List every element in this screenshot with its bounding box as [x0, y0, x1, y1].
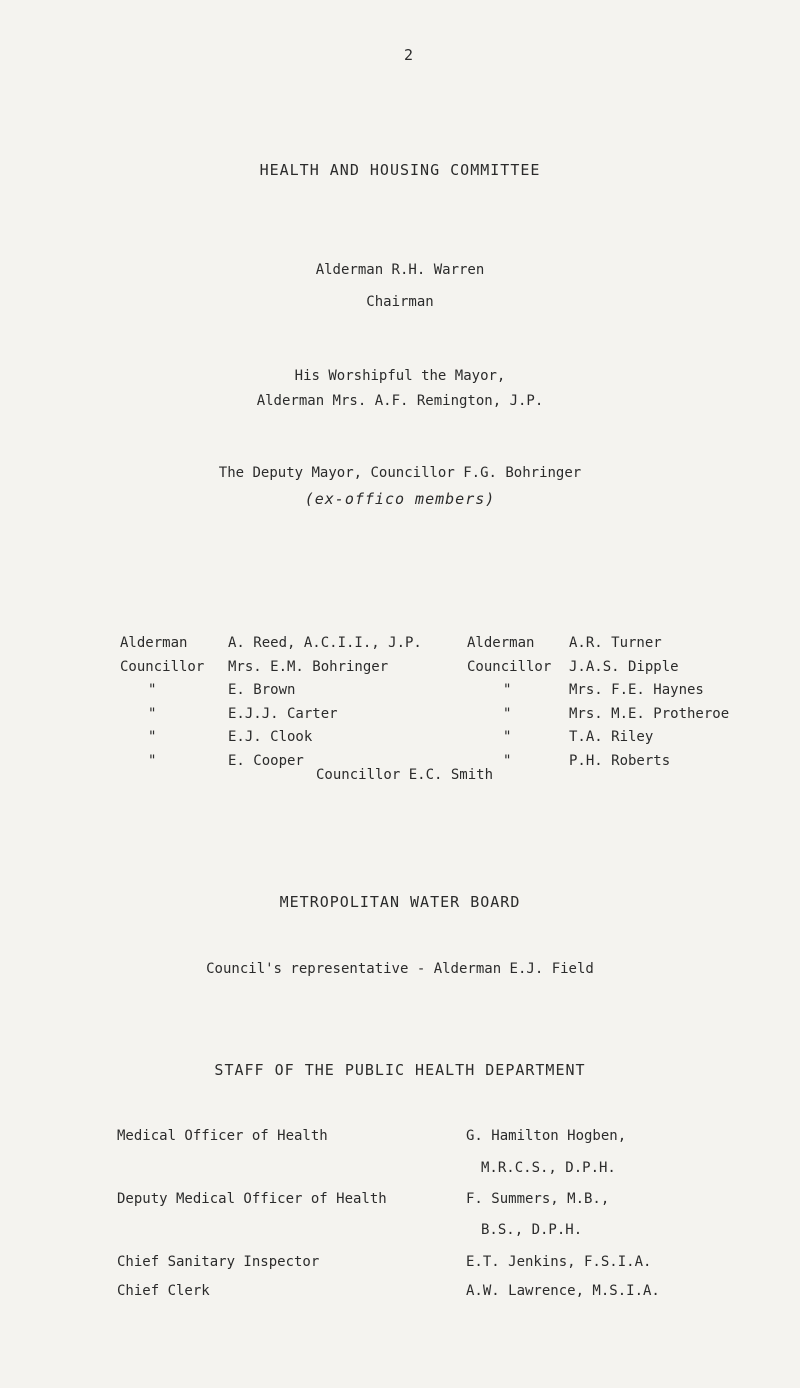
staff-role: Chief Sanitary Inspector	[117, 1254, 320, 1270]
member-title: Councillor	[120, 658, 205, 675]
chairman-role: Chairman	[366, 294, 434, 310]
member-name: Mrs. E.M. Bohringer	[228, 658, 389, 675]
member-name: E.J.J. Carter	[228, 705, 338, 722]
staff-name: G. Hamilton Hogben,	[466, 1128, 627, 1144]
member-name: J.A.S. Dipple	[569, 658, 679, 675]
staff-name: E.T. Jenkins, F.S.I.A.	[466, 1254, 652, 1270]
member-name: P.H. Roberts	[569, 752, 671, 769]
member-title: "	[503, 752, 512, 769]
member-title: Councillor	[467, 658, 552, 675]
member-title: "	[148, 729, 157, 745]
member-name: Mrs. F.E. Haynes	[569, 682, 704, 698]
member-title: "	[148, 705, 157, 722]
right-titles-column	[467, 632, 551, 773]
final-member: Councillor E.C. Smith	[316, 767, 494, 783]
chairman-name: Alderman R.H. Warren	[315, 262, 485, 278]
mayor-line-1: His Worshipful the Mayor,	[294, 368, 506, 384]
staff-role: Deputy Medical Officer of Health	[117, 1191, 387, 1207]
mayor-line-2: Alderman Mrs. A.F. Remington, J.P.	[256, 393, 544, 409]
member-name: A. Reed, A.C.I.I., J.P.	[228, 635, 422, 651]
member-name: A.R. Turner	[569, 635, 662, 651]
member-title: "	[148, 752, 157, 769]
member-name: T.A. Riley	[569, 729, 654, 745]
page-number: 2	[404, 46, 414, 64]
right-names-column	[569, 632, 729, 773]
staff-name: F. Summers, M.B.,	[466, 1191, 610, 1207]
deputy-mayor-line: The Deputy Mayor, Councillor F.G. Bohringer	[218, 465, 582, 481]
staff-role: Chief Clerk	[117, 1283, 210, 1299]
committee-title: HEALTH AND HOUSING COMMITTEE	[259, 161, 541, 179]
member-title: "	[503, 682, 512, 698]
water-board-title: METROPOLITAN WATER BOARD	[279, 893, 521, 911]
staff-name: B.S., D.P.H.	[481, 1222, 583, 1238]
staff-role: Medical Officer of Health	[117, 1128, 328, 1144]
member-name: Mrs. M.E. Protheroe	[569, 705, 730, 722]
water-board-representative: Council's representative - Alderman E.J. Field	[206, 961, 594, 977]
member-title: Alderman	[467, 635, 535, 651]
member-name: E.J. Clook	[228, 729, 313, 745]
ex-officio-note: (ex-offico members)	[304, 490, 496, 508]
left-titles-column	[120, 632, 204, 773]
staff-title: STAFF OF THE PUBLIC HEALTH DEPARTMENT	[214, 1061, 586, 1079]
member-title: "	[148, 682, 157, 698]
staff-name: A.W. Lawrence, M.S.I.A.	[466, 1283, 660, 1299]
member-name: E. Cooper	[228, 752, 304, 769]
member-title: Alderman	[120, 635, 188, 651]
member-title: "	[503, 729, 512, 745]
staff-name: M.R.C.S., D.P.H.	[481, 1160, 616, 1176]
member-name: E. Brown	[228, 682, 296, 698]
left-names-column	[228, 632, 422, 773]
member-title: "	[503, 705, 512, 722]
